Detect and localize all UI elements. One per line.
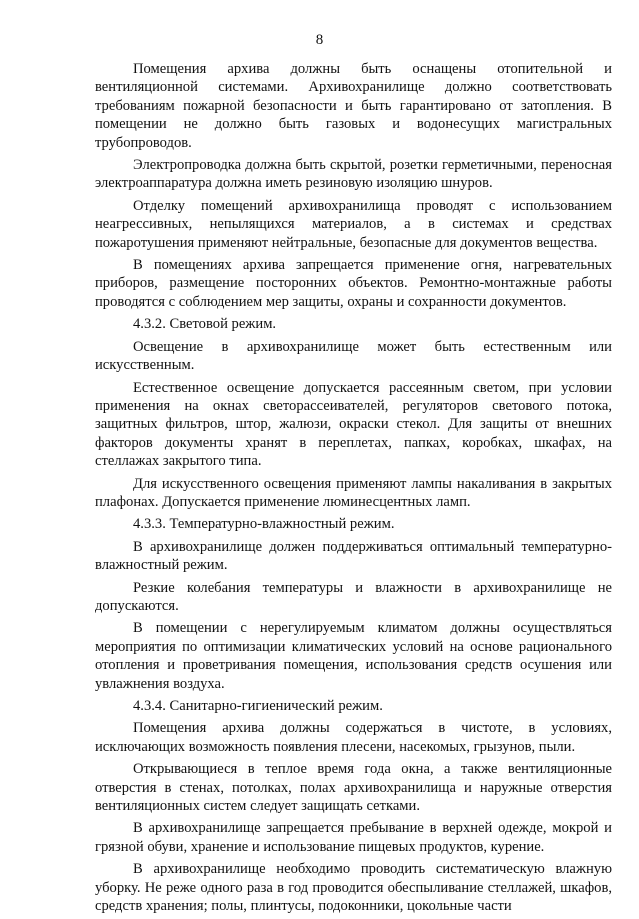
paragraph-heating-ventilation: Помещения архива должны быть оснащены отопительной и вентиляционной системами. Архивохранилище должно соответствовать требованиям пожарной безопасности и быть гарантировано от затопления. В помещении не должно быть газовых и водонесущих магистральных трубопроводов. bbox=[95, 61, 612, 151]
paragraph-artificial-lighting: Для искусственного освещения применяют лампы накаливания в закрытых плафонах. Допускается применение люминесцентных ламп. bbox=[95, 475, 612, 510]
section-heading-temperature-humidity: 4.3.3. Температурно-влажностный режим. bbox=[133, 516, 395, 533]
section-heading-light-mode: 4.3.2. Световой режим. bbox=[133, 316, 277, 333]
paragraph-wet-cleaning: В архивохранилище необходимо проводить систематическую влажную уборку. Не реже одного раза в год проводится обеспыливание стеллажей, шкафов, средств хранения; полы, плинтусы, подоконники, цокольные части bbox=[95, 861, 612, 915]
paragraph-climate-optimization: В помещении с нерегулируемым климатом должны осуществляться мероприятия по оптимизации климатических условий на основе рационального отопления и проветривания помещения, использования средств осушения или увлажнения воздуха. bbox=[95, 620, 612, 692]
document-body bbox=[95, 60, 612, 919]
paragraph-cleanliness: Помещения архива должны содержаться в чистоте, в условиях, исключающих возможность появления плесени, насекомых, грызунов, пыли. bbox=[95, 720, 612, 755]
paragraph-wiring: Электропроводка должна быть скрытой, розетки герметичными, переносная электроаппаратура должна иметь резиновую изоляцию шнуров. bbox=[95, 157, 612, 192]
paragraph-lighting-types: Освещение в архивохранилище может быть естественным или искусственным. bbox=[95, 338, 612, 374]
paragraph-window-nets: Открывающиеся в теплое время года окна, а также вентиляционные отверстия в стенах, потолках, полах архивохранилища и наружные отверстия вентиляционных систем следует защищать сетками. bbox=[95, 761, 612, 815]
page-number: 8 bbox=[315, 32, 324, 48]
paragraph-finishing: Отделку помещений архивохранилища проводят с использованием неагрессивных, непылящихся материалов, а в системах и средствах пожаротушения применяют нейтральные, безопасные для документов вещества. bbox=[95, 197, 612, 251]
paragraph-fluctuations: Резкие колебания температуры и влажности в архивохранилище не допускаются. bbox=[95, 579, 612, 614]
paragraph-optimal-mode: В архивохранилище должен поддерживаться оптимальный температурно-влажностный режим. bbox=[95, 538, 612, 574]
paragraph-fire-prohibition: В помещениях архива запрещается применение огня, нагревательных приборов, размещение посторонних объектов. Ремонтно-монтажные работы проводятся с соблюдением мер защиты, охраны и сохранности документов. bbox=[95, 257, 612, 310]
paragraph-prohibitions: В архивохранилище запрещается пребывание в верхней одежде, мокрой и грязной обуви, хранение и использование пищевых продуктов, курение. bbox=[95, 820, 612, 855]
section-heading-sanitary: 4.3.4. Санитарно-гигиенический режим. bbox=[133, 698, 383, 714]
paragraph-natural-lighting: Естественное освещение допускается рассеянным светом, при условии применения на окнах светорассеивателей, регуляторов светового потока, защитных фильтров, штор, жалюзи, окраски стекол. Для защиты от внешних факторов документы хранят в переплетах, папках, коробках, шкафах, на стеллажах закрытого типа. bbox=[95, 379, 612, 470]
